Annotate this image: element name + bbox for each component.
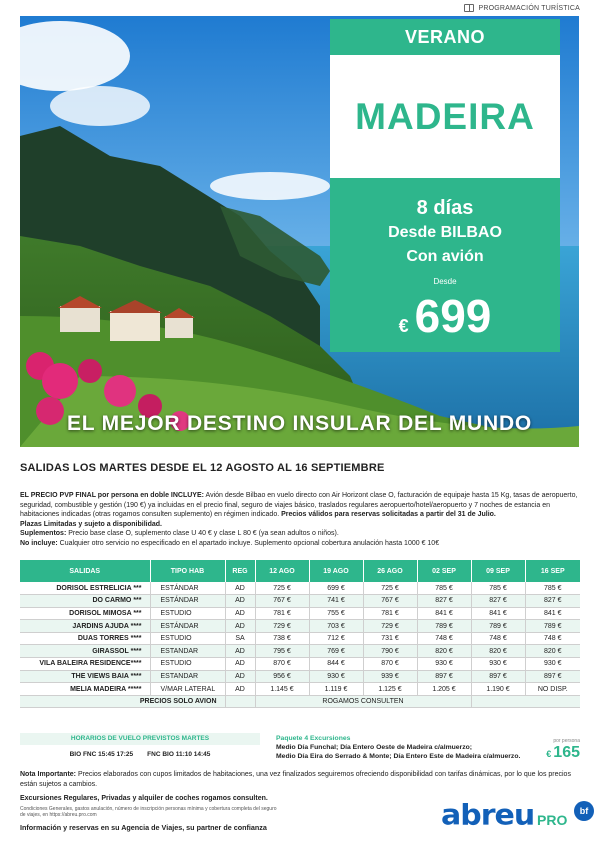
price-cell: 1.119 € xyxy=(309,683,363,696)
outbound-flight: BIO FNC 15:45 17:25 xyxy=(69,751,134,758)
duration: 8 días xyxy=(416,197,474,219)
room-type-cell: ESTUDIO xyxy=(150,607,225,620)
price-cell: NO DISP. xyxy=(525,683,580,696)
price-cell: 789 € xyxy=(471,620,525,633)
hotel-name-cell: DO CARMO *** xyxy=(20,595,150,608)
table-row xyxy=(20,645,580,658)
price-cell: 789 € xyxy=(525,620,580,633)
price-cell: 769 € xyxy=(309,645,363,658)
package-price xyxy=(530,738,580,762)
table-row xyxy=(20,670,580,683)
flight-schedule xyxy=(20,733,260,758)
season-label: VERANO xyxy=(404,26,485,47)
price-cell: 785 € xyxy=(525,582,580,595)
bf-logo: bf xyxy=(574,801,594,821)
price-cell: 939 € xyxy=(363,670,417,683)
price-cell: 897 € xyxy=(471,670,525,683)
slogan: EL MEJOR DESTINO INSULAR DEL MUNDO xyxy=(66,412,533,435)
solo-avion-spacer xyxy=(225,695,255,708)
price-cell: 870 € xyxy=(255,658,309,671)
price-cell: 841 € xyxy=(471,607,525,620)
price-cell: 827 € xyxy=(471,595,525,608)
main-price xyxy=(330,289,560,343)
price-cell: 897 € xyxy=(525,670,580,683)
table-row xyxy=(20,582,580,595)
price-cell: 767 € xyxy=(255,595,309,608)
solo-avion-empty xyxy=(471,695,580,708)
room-type-cell: ESTUDIO xyxy=(150,632,225,645)
abreu-logo: abreu xyxy=(441,798,535,833)
price-cell: 755 € xyxy=(309,607,363,620)
price-cell: 729 € xyxy=(255,620,309,633)
price-cell: 738 € xyxy=(255,632,309,645)
suplementos-label: Suplementos: xyxy=(20,530,67,538)
destination-title: MADEIRA xyxy=(355,95,535,137)
price-cell: 789 € xyxy=(417,620,471,633)
price-cell: 820 € xyxy=(525,645,580,658)
hotel-name-cell: JARDINS AJUDA **** xyxy=(20,620,150,633)
header-date: 26 AGO xyxy=(363,560,417,582)
price-cell: 841 € xyxy=(417,607,471,620)
price-cell: 820 € xyxy=(417,645,471,658)
price-cell: 870 € xyxy=(363,658,417,671)
price-cell: 781 € xyxy=(255,607,309,620)
regime-cell: AD xyxy=(225,582,255,595)
price-cell: 1.125 € xyxy=(363,683,417,696)
table-row xyxy=(20,658,580,671)
validez-text: Precios válidos para reservas solicitadas a partir del 31 de Julio. xyxy=(281,511,496,519)
table-row xyxy=(20,632,580,645)
solo-avion-value: ROGAMOS CONSULTEN xyxy=(255,695,471,708)
room-type-cell: ESTÁNDAR xyxy=(150,595,225,608)
contact-note: Información y reservas en su Agencia de Viajes, su partner de confianza xyxy=(20,823,267,832)
transport: Con avión xyxy=(406,248,484,265)
suplementos-text: Precio base clase O, suplemento clase U 40 € y clase L 80 € (ya sean adultos o niños). xyxy=(66,530,339,538)
solo-avion-label: PRECIOS SOLO AVION xyxy=(20,695,225,708)
header-date: 12 AGO xyxy=(255,560,309,582)
table-header-row xyxy=(20,560,580,582)
return-flight: FNC BIO 11:10 14:45 xyxy=(147,751,211,758)
table-row xyxy=(20,607,580,620)
price-cell: 827 € xyxy=(525,595,580,608)
pro-logo: PRO xyxy=(537,812,568,828)
destination-box xyxy=(330,55,560,178)
hotel-name-cell: MELIA MADEIRA ***** xyxy=(20,683,150,696)
price-cell: 731 € xyxy=(363,632,417,645)
salidas-title: SALIDAS LOS MARTES DESDE EL 12 AGOSTO AL 16 SEPTIEMBRE xyxy=(20,462,385,474)
excursions-note: Excursiones Regulares, Privadas y alquiler de coches rogamos consulten. xyxy=(20,795,268,802)
header-date: 02 SEP xyxy=(417,560,471,582)
price-cell: 930 € xyxy=(525,658,580,671)
header-reg: REG xyxy=(225,560,255,582)
price-cell: 748 € xyxy=(417,632,471,645)
room-type-cell: ESTUDIO xyxy=(150,658,225,671)
trip-details xyxy=(330,195,560,269)
price-cell: 748 € xyxy=(525,632,580,645)
price-cell: 897 € xyxy=(417,670,471,683)
price-cell: 741 € xyxy=(309,595,363,608)
room-type-cell: V/MAR LATERAL xyxy=(150,683,225,696)
regime-cell: SA xyxy=(225,632,255,645)
package-title: Paquete 4 Excursiones xyxy=(276,735,351,742)
origin: Desde BILBAO xyxy=(388,224,502,241)
no-incluye-text: Cualquier otro servicio no especificado en el apartado incluye. Suplemento opcional cobertura anulación hasta 1000 € 10€ xyxy=(57,539,440,547)
incluye-text: Avión desde Bilbao en vuelo directo con Air Horizont clase O, facturación de equipaje hasta 15 Kg, tasas de aeropuerto, seguridad, combustible y gestión (190 €) ya incluidas en el precio final, seguro de viajes básico, traslados regulares aeropuerto/hotel/aeropuerto y 7 noches de estancia en habitaciones indicadas (otras rogamos consulten suplemento) en régimen indicado. xyxy=(20,492,578,519)
price-value: 699 xyxy=(414,290,492,342)
hotel-name-cell: DORISOL MIMOSA *** xyxy=(20,607,150,620)
no-incluye-label: No incluye: xyxy=(20,539,58,547)
info-block xyxy=(20,491,580,549)
hotel-name-cell: THE VIEWS BAIA **** xyxy=(20,670,150,683)
price-cell: 748 € xyxy=(471,632,525,645)
header-tipo-hab: TIPO HAB xyxy=(150,560,225,582)
table-row xyxy=(20,683,580,696)
regime-cell: AD xyxy=(225,620,255,633)
hotel-name-cell: DUAS TORRES **** xyxy=(20,632,150,645)
header-date: 19 AGO xyxy=(309,560,363,582)
price-cell: 956 € xyxy=(255,670,309,683)
plazas-text: Plazas Limitadas y sujeto a disponibilidad. xyxy=(20,520,162,528)
price-cell: 703 € xyxy=(309,620,363,633)
table-row xyxy=(20,595,580,608)
header-date: 16 SEP xyxy=(525,560,580,582)
room-type-cell: ESTÁNDAR xyxy=(150,620,225,633)
price-cell: 1.190 € xyxy=(471,683,525,696)
header-salidas: SALIDAS xyxy=(20,560,150,582)
book-icon xyxy=(464,4,474,12)
price-table xyxy=(20,560,580,708)
top-tag xyxy=(464,4,580,12)
hotel-name-cell: VILA BALEIRA RESIDENCE**** xyxy=(20,658,150,671)
price-cell: 699 € xyxy=(309,582,363,595)
price-cell: 1.145 € xyxy=(255,683,309,696)
price-cell: 930 € xyxy=(471,658,525,671)
regime-cell: AD xyxy=(225,658,255,671)
nota-label: Nota Importante: xyxy=(20,771,76,778)
price-cell: 827 € xyxy=(417,595,471,608)
regime-cell: AD xyxy=(225,595,255,608)
price-cell: 725 € xyxy=(363,582,417,595)
conditions-note: Condiciones Generales, gastos anulación, número de inscripción personas mínima y cobertura completa del seguro de viajes, en https://abreu.pro.com xyxy=(20,806,277,818)
room-type-cell: ESTANDAR xyxy=(150,670,225,683)
tag-label: PROGRAMACIÓN TURÍSTICA xyxy=(478,4,580,12)
price-cell: 930 € xyxy=(417,658,471,671)
price-cell: 725 € xyxy=(255,582,309,595)
package-line-2: Medio Día Eira do Serrado & Monte; Día Entero Este de Madeira c/almuerzo. xyxy=(276,753,521,761)
table-row-solo-avion xyxy=(20,695,580,708)
price-cell: 930 € xyxy=(309,670,363,683)
price-cell: 820 € xyxy=(471,645,525,658)
currency-symbol: € xyxy=(398,316,409,336)
regime-cell: AD xyxy=(225,607,255,620)
regime-cell: AD xyxy=(225,645,255,658)
hotel-name-cell: GIRASSOL **** xyxy=(20,645,150,658)
price-cell: 785 € xyxy=(417,582,471,595)
price-cell: 729 € xyxy=(363,620,417,633)
price-cell: 767 € xyxy=(363,595,417,608)
important-note xyxy=(20,770,580,789)
package-currency: € xyxy=(546,749,552,759)
incluye-label: EL PRECIO PVP FINAL por persona en doble INCLUYE: xyxy=(20,492,204,499)
package-line-1: Medio Día Funchal; Día Entero Oeste de Madeira c/almuerzo; xyxy=(276,744,473,752)
nota-text: Precios elaborados con cupos limitados de habitaciones, una vez finalizados seguiremos ofreciendo disponibilidad con tarifas dinámicas, por lo que los precios están sujetos a cambios. xyxy=(20,771,571,788)
offer-panel xyxy=(330,19,560,352)
price-cell: 790 € xyxy=(363,645,417,658)
table-row xyxy=(20,620,580,633)
price-cell: 1.205 € xyxy=(417,683,471,696)
hotel-name-cell: DORISOL ESTRELICIA *** xyxy=(20,582,150,595)
price-cell: 844 € xyxy=(309,658,363,671)
price-cell: 712 € xyxy=(309,632,363,645)
price-cell: 795 € xyxy=(255,645,309,658)
schedule-title: HORARIOS DE VUELO PREVISTOS MARTES xyxy=(20,733,260,745)
desde-label: Desde xyxy=(433,277,457,286)
header-date: 09 SEP xyxy=(471,560,525,582)
room-type-cell: ESTANDAR xyxy=(150,645,225,658)
package-price-value: 165 xyxy=(553,744,580,761)
room-type-cell: ESTÁNDAR xyxy=(150,582,225,595)
regime-cell: AD xyxy=(225,683,255,696)
price-cell: 781 € xyxy=(363,607,417,620)
price-cell: 785 € xyxy=(471,582,525,595)
regime-cell: AD xyxy=(225,670,255,683)
package-price-note: por persona xyxy=(553,738,580,744)
price-cell: 841 € xyxy=(525,607,580,620)
